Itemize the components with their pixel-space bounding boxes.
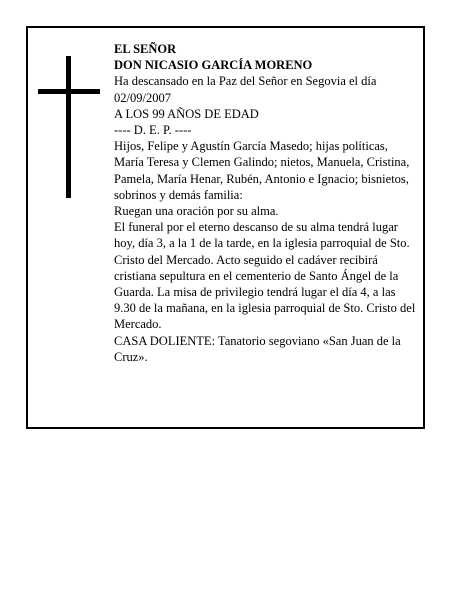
casa-doliente: CASA DOLIENTE: Tanatorio segoviano «San Juan de la Cruz».	[114, 333, 401, 364]
family-list: Hijos, Felipe y Agustín García Masedo; hijas políticas, María Teresa y Clemen Galindo; nietos, Manuela, Cristina, Pamela, María Henar, Rubén, Antonio e Ignacio; bisnietos, sobrinos y demás familia:	[114, 139, 410, 202]
cross-horizontal-bar	[38, 89, 100, 94]
cross-vertical-bar	[66, 56, 71, 198]
cross-icon	[38, 56, 100, 198]
obituary-notice	[26, 26, 425, 429]
funeral-details: El funeral por el eterno descanso de su alma tendrá lugar hoy, día 3, a la 1 de la tarde, en la iglesia parroquial de Sto. Cristo del Mercado. Acto seguido el cadáver recibirá cristiana sepultura en el cementerio de Santo Ángel de la Guarda. La misa de privilegio tendrá lugar el día 4, a las 9.30 de la mañana, en la iglesia parroquial de Sto. Cristo del Mercado.	[114, 220, 416, 332]
obituary-text	[114, 41, 419, 365]
prayer-request: Ruegan una oración por su alma.	[114, 204, 279, 219]
death-announcement: Ha descansado en la Paz del Señor en Segovia el día 02/09/2007	[114, 74, 377, 105]
deceased-name: DON NICASIO GARCÍA MORENO	[114, 58, 313, 73]
rip-line: ---- D. E. P. ----	[114, 123, 192, 138]
age-line: A LOS 99 AÑOS DE EDAD	[114, 106, 259, 121]
obituary-title: EL SEÑOR	[114, 42, 177, 56]
